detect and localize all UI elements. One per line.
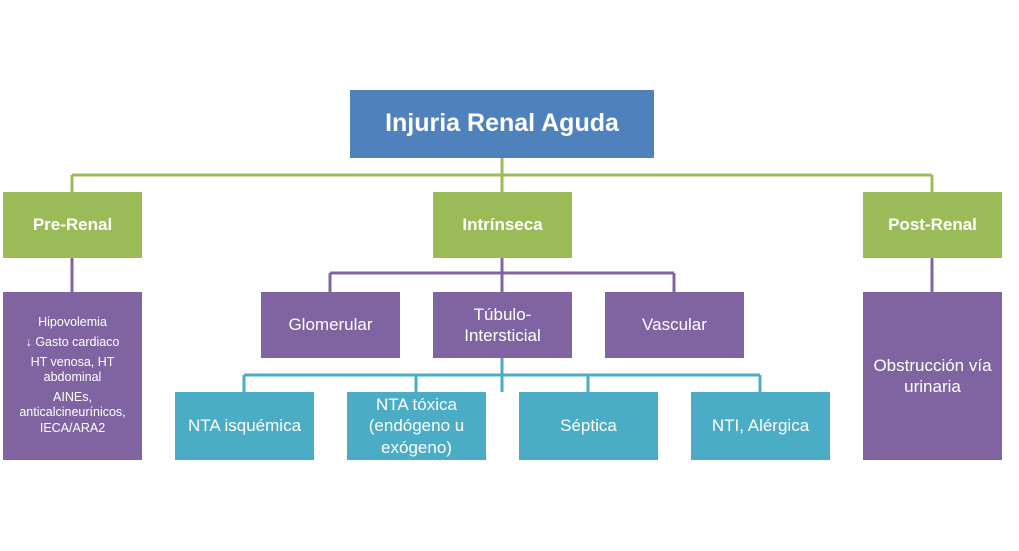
category-postrenal xyxy=(863,192,1002,258)
subtype-vascular xyxy=(605,292,744,358)
leaf-nta-toxica-label: NTA tóxica (endógeno u exógeno) xyxy=(368,395,465,457)
postrenal-cause-label: Obstrucción vía urinaria xyxy=(873,355,992,396)
category-postrenal-label: Post-Renal xyxy=(888,215,977,235)
prerenal-causes xyxy=(3,292,142,460)
category-intrinseca xyxy=(433,192,572,258)
subtype-glomerular xyxy=(261,292,400,358)
leaf-septica-label: Séptica xyxy=(560,416,617,436)
subtype-tubulo-label: Túbulo- Intersticial xyxy=(464,304,541,345)
prerenal-cause-item: AINEs, anticalcineurínicos, IECA/ARA2 xyxy=(19,389,126,436)
category-intrinseca-label: Intrínseca xyxy=(462,215,543,235)
postrenal-cause xyxy=(863,292,1002,460)
category-prerenal-label: Pre-Renal xyxy=(32,215,113,235)
root-node xyxy=(350,90,654,158)
leaf-nti-alergica xyxy=(691,392,830,460)
subtype-glomerular-label: Glomerular xyxy=(288,315,373,335)
prerenal-cause-item: Hipovolemia xyxy=(38,315,107,330)
leaf-nta-isquemica xyxy=(175,392,314,460)
leaf-nta-toxica xyxy=(347,392,486,460)
subtype-tubulo-intersticial xyxy=(433,292,572,358)
root-label: Injuria Renal Aguda xyxy=(385,109,619,138)
leaf-nti-alergica-label: NTI, Alérgica xyxy=(711,416,810,436)
leaf-septica xyxy=(519,392,658,460)
subtype-vascular-label: Vascular xyxy=(642,315,707,335)
leaf-nta-isquemica-label: NTA isquémica xyxy=(187,416,302,436)
category-prerenal xyxy=(3,192,142,258)
prerenal-cause-item: HT venosa, HT abdominal xyxy=(30,354,115,385)
prerenal-cause-item: ↓ Gasto cardiaco xyxy=(25,334,120,349)
